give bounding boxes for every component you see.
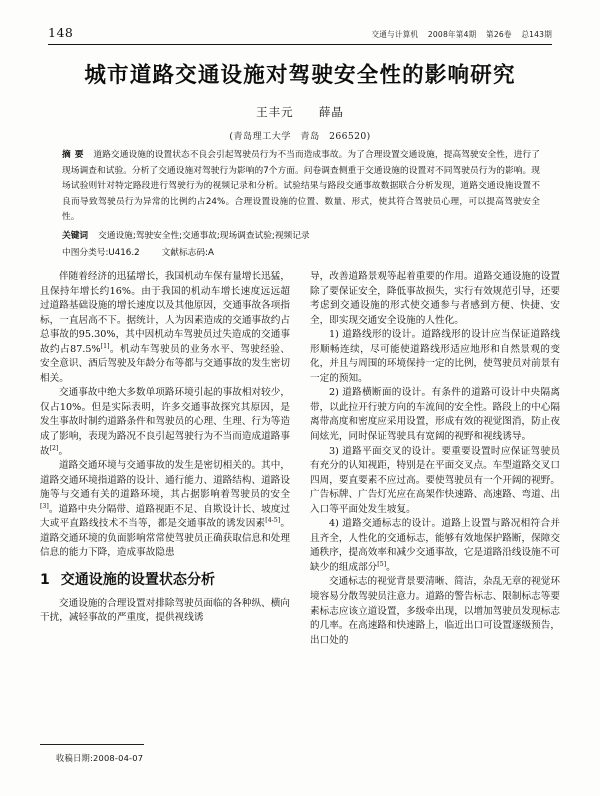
body-paragraph: 交通事故中绝大多数单项路环境引起的事故相对较少，仅占10%。但是实际表明，许多交通事故探究其原因，是发生事故时制约道路条件和驾驶员的心理、生理、行为等造成了影响，表现为路况不良引起驾驶行为不当而造成道路事故[2]。: [40, 387, 290, 457]
page-folio-number: 148: [48, 25, 74, 40]
body-paragraph: 2) 道路横断面的设计。有条件的道路可设计中央隔离带，以此拉开行驶方向的车流间的安全性。路段上的中心隔离带高度和密度应采用设置，形成有效的视觉图消，防止夜间炫光，同时保证驾驶具有宽阔的视野和视线诱导。: [310, 387, 560, 443]
header-journal-meta: [371, 29, 552, 41]
abstract-label: 摘要: [62, 150, 88, 160]
doc-code-value: A: [207, 247, 214, 258]
body-paragraph: 伴随着经济的迅猛增长，我国机动车保有量增长迅猛，且保持年增长约16%。由于我国的机动车增长速度远远超过道路基础设施的增长速度以及其他原因，交通事故各项指标，一直居高不下。据统计，人为因素造成的交通事故约占总事故的95.30%，其中因机动车驾驶员过失造成的交通事故约占87.5%[1]。机动车驾驶员的业务水平、驾驶经验、安全意识、酒后驾驶及年龄分布等都与交通事故的发生密切相关。: [40, 271, 291, 384]
header-rule: [48, 44, 552, 45]
section-title: 交通设施的设置状态分析: [60, 571, 215, 588]
article-title: 城市道路交通设施对驾驶安全性的影响研究: [84, 63, 516, 88]
classification-line: [62, 246, 540, 261]
section-heading-1: [40, 570, 290, 590]
author-name-2: 薛晶: [318, 105, 344, 119]
clc-value: U416.2: [108, 247, 140, 258]
clc-label: 中图分类号:: [62, 247, 109, 258]
header-serial: 总143期: [521, 29, 552, 40]
abstract-text: 道路交通设施的设置状态不良会引起驾驶员行为不当而造成事故。为了合理设置交通设施，提高驾驶安全性，进行了现场调查和试验。分析了交通设施对驾驶行为影响的7个方面。问卷调查侧重于交通设施的设置对不同驾驶员行为的影响。现场试验则针对特定路段进行驾驶行为的视频记录和分析。试验结果与路段交通事故数据联合分析发现，道路交通设施设置不良而导致驾驶员行为异常的比例约占24%。合理设置设施的位置、数量、形式，使其符合驾驶员心理，可以提高驾驶安全性。: [62, 150, 540, 223]
author-list: [0, 104, 600, 120]
keywords-label: 关键词: [62, 230, 89, 241]
body-columns: [40, 270, 560, 740]
body-paragraph: 交通标志的视觉背景要清晰、简洁，杂乱无章的视觉环境容易分散驾驶员注意力。道路的警告标志、限制标志等要素标志应该立道设置，多级牵出现，以增加驾驶员发现标志的几率。在高速路和快速路上，临近出口可设置逐级预告，出口处的: [310, 576, 560, 646]
left-column: [40, 270, 290, 740]
received-label: 收稿日期:: [56, 753, 93, 763]
header-volume: 第26卷: [486, 29, 512, 40]
header-issue: 2008年第4期: [427, 29, 477, 40]
abstract-paragraph: [62, 148, 540, 226]
body-paragraph: 3) 道路平面交叉的设计。要重要设置时应保证驾驶员有充分的认知视距，特别是在平面交叉点。车型道路交叉口四周，要直要素不应过高。要使驾驶员有一个开阔的视野。广告标牌、广告灯光应在高架作快速路、高速路、弯道、出入口等平面处发生坡复。: [310, 445, 560, 515]
header-journal-name: 交通与计算机: [371, 29, 419, 40]
keywords-value: 交通设施;驾驶安全性;交通事故;现场调查试验;视频记录: [98, 230, 310, 241]
footnote-received-date: [56, 752, 143, 764]
running-header: [48, 22, 552, 40]
body-paragraph: 道路交通环境与交通事故的发生是密切相关的。其中，道路交通环境指道路的设计、通行能力、道路结构、道路设施等与交通有关的道路环境，其占据影响着驾驶员的安全[3]。道路中央分隔带、道路视距不足、自欺设计长、坡度过大或平直路线技术不当等，都是交通事故的诱发因素[4-5]。道路交通环境的负面影响常常使驾驶员正确获取信息和处理信息的能力下降，造成事故隐患: [40, 460, 290, 559]
body-paragraph: 4) 道路交通标志的设计。道路上设置与路况相符合并且齐全，人性化的交通标志，能够有效地保护路断，保障交通秩序，提高效率和减少交通事故，它是道路沿线设施不可缺少的组成部分[5]。: [310, 518, 560, 573]
author-affiliation: (青岛理工大学 青岛 266520): [229, 131, 371, 142]
body-paragraph: 交通设施的合理设置对排除驾驶员面临的各种纵、横向干扰，减轻事故的严重度，提供视线诱: [40, 597, 290, 624]
author-name-1: 王丰元: [256, 105, 294, 119]
doc-code-label: 文献标志码:: [161, 247, 208, 258]
abstract-block: [62, 148, 540, 261]
body-paragraph: 1) 道路线形的设计。道路线形的设计应当保证道路线形顺畅连续，尽可能使道路线形适应地形和自然景观的变化，并且与周围的环境保持一定的比例，使驾驶员对前景有一定的预知。: [310, 329, 560, 384]
body-paragraph: 导，改善道路景观等起着重要的作用。道路交通设施的设置除了要保证安全，降低事故损失，实行有效规范引导，还要考虑到交通设施的形式使交通参与者感到方便、快捷、安全，即实现交通安全设施的人性化。: [310, 271, 560, 326]
keywords-line: [62, 229, 540, 245]
section-number: 1: [40, 571, 50, 588]
right-column: [310, 270, 560, 740]
received-date: 2008-04-07: [92, 753, 144, 763]
footnote-rule: [40, 744, 144, 745]
